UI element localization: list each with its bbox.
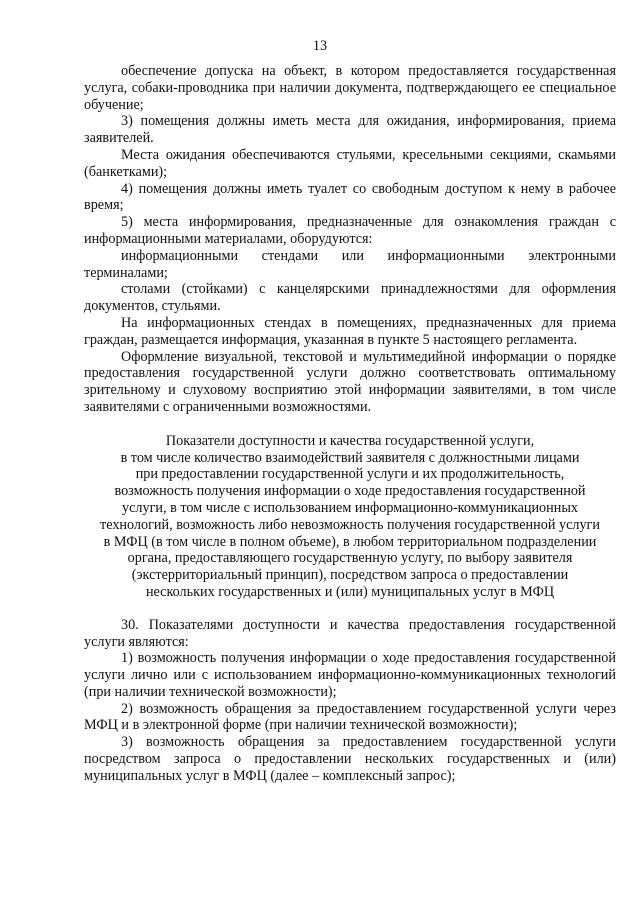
paragraph: 3) возможность обращения за предоставлением государственной услуги посредством запроса о предоставлении нескольких государственных и (или) муниципальных услуг в МФЦ (далее – комплексный запрос); [84, 734, 616, 784]
paragraph: 1) возможность получения информации о ходе предоставления государственной услуги лично или с использованием информационно-коммуникационных технологий (при наличии технической возможности); [84, 650, 616, 700]
heading-line: в том числе количество взаимодействий заявителя с должностными лицами [120, 449, 580, 466]
heading-line: технологий, возможность либо невозможность получения государственной услуги [100, 516, 600, 533]
paragraph: 2) возможность обращения за предоставлением государственной услуги через МФЦ и в электронной форме (при наличии технической возможности); [84, 700, 616, 734]
paragraph: Оформление визуальной, текстовой и мультимедийной информации о порядке предоставления государственной услуги должно соответствовать оптимальному зрительному и слуховому восприятию этой информации заявителями, в том числе заявителями с ограниченными возможностями. [84, 348, 616, 415]
paragraph: 3) помещения должны иметь места для ожидания, информирования, приема заявителей. [84, 113, 616, 147]
paragraph: столами (стойками) с канцелярскими принадлежностями для оформления документов, стульями. [84, 281, 616, 315]
paragraph: обеспечение допуска на объект, в котором предоставляется государственная услуга, собаки-проводника при наличии документа, подтверждающего ее специальное обучение; [84, 63, 616, 113]
paragraph: 30. Показателями доступности и качества предоставления государственной услуги являются: [84, 616, 616, 650]
heading-line: Показатели доступности и качества государственной услуги, [165, 432, 535, 449]
paragraph: Места ожидания обеспечиваются стульями, кресельными секциями, скамьями (банкетками); [84, 146, 616, 180]
heading-line: (экстерриториальный принцип), посредством запроса о предоставлении [131, 567, 569, 584]
heading-line: при предоставлении государственной услуги и их продолжительность, [135, 466, 565, 483]
page-number: 13 [312, 38, 328, 54]
heading-line: органа, предоставляющего государственную услугу, по выбору заявителя [127, 550, 573, 567]
paragraph: На информационных стендах в помещениях, предназначенных для приема граждан, размещается информация, указанная в пункте 5 настоящего регламента. [84, 314, 616, 348]
heading-line: услуги, в том числе с использованием информационно-коммуникационных [122, 499, 578, 516]
heading-line: в МФЦ (в том числе в полном объеме), в любом территориальном подразделении [103, 533, 597, 550]
paragraph: 4) помещения должны иметь туалет со свободным доступом к нему в рабочее время; [84, 180, 616, 214]
section-heading [84, 433, 616, 601]
heading-line: нескольких государственных и (или) муниципальных услуг в МФЦ [145, 583, 555, 600]
paragraph: информационными стендами или информационными электронными терминалами; [84, 247, 616, 281]
heading-line: возможность получения информации о ходе предоставления государственной [114, 483, 586, 500]
page-body [84, 63, 616, 785]
paragraph: 5) места информирования, предназначенные для ознакомления граждан с информационными материалами, оборудуются: [84, 214, 616, 247]
